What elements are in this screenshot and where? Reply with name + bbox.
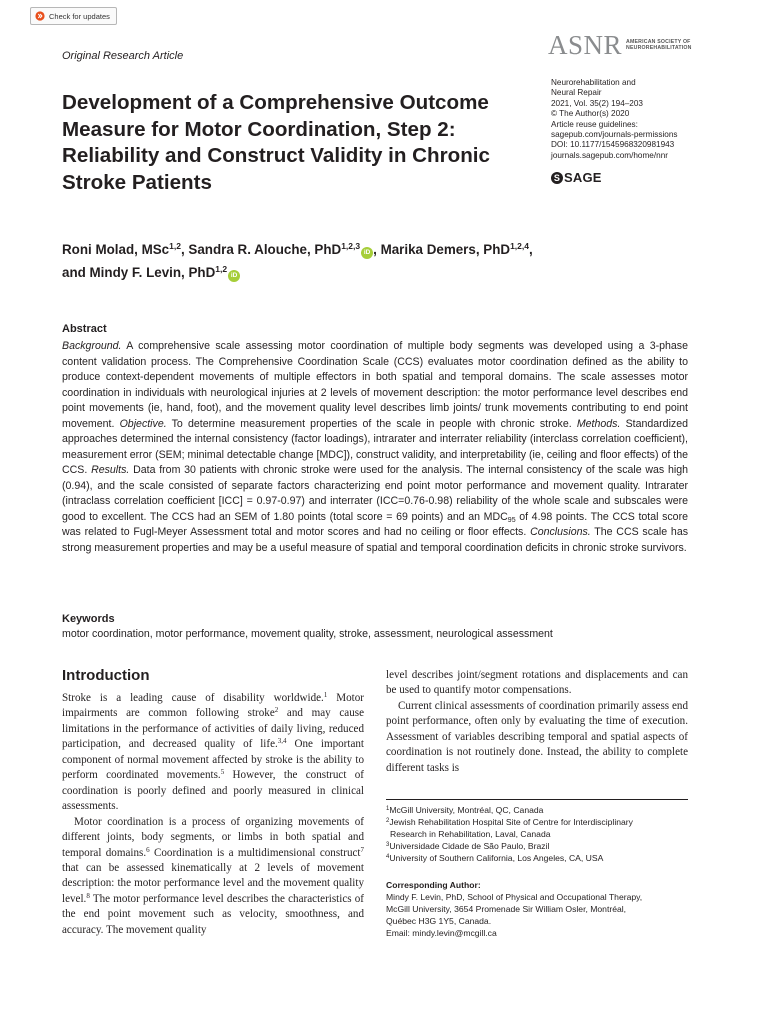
abstract-results-cont: of 4.98 points. The CCS total score was related to Fugl-Meyer Assessment total and motor scores and had no ceiling or floor effects.: [62, 510, 688, 538]
citation-reference[interactable]: 3,4: [277, 737, 287, 746]
citation-reference[interactable]: 7: [360, 845, 364, 854]
affiliation-text: Universidade Cidade de São Paulo, Brazil: [389, 841, 550, 852]
author: [62, 265, 240, 280]
body-text: Current clinical assessments of coordination primarily assess end point performance, often only by evaluating the time of execution. Assessment of variables describing temporal and spatial aspects of coordination is not routinely done. Instead, the ability to complete different tasks is: [386, 699, 688, 774]
sage-logo: [551, 170, 602, 185]
introduction-heading: Introduction: [62, 667, 150, 684]
body-text: Coordination is a multidimensional construct: [149, 846, 361, 859]
author: Roni Molad, MSc$^{1,2}$,: [62, 241, 189, 257]
author-name: Marika Demers, PhD: [380, 242, 511, 257]
affiliation-number: 2: [386, 818, 390, 825]
journal-link[interactable]: sagepub.com/journals-permissions: [551, 130, 678, 140]
citation-reference[interactable]: 1: [323, 691, 328, 699]
keywords-heading: Keywords: [62, 613, 115, 625]
body-paragraph: [386, 699, 688, 776]
asnr-logo-line-2: NEUROREHABILITATION: [626, 45, 692, 51]
asnr-logo-subtitle: [626, 39, 692, 51]
affiliations: [386, 804, 688, 864]
author-list: [62, 238, 682, 284]
abstract-results-label: Results.: [91, 464, 130, 476]
author-affiliation-number: 1,2: [215, 264, 228, 274]
affiliation-text: University of Southern California, Los Angeles, CA, USA: [389, 853, 604, 864]
author-affiliation-number: 1,2: [169, 241, 181, 251]
asnr-logo: [548, 30, 692, 60]
abstract-objective-label: Objective.: [119, 417, 167, 430]
corresponding-label: Corresponding Author:: [386, 880, 481, 890]
author-affiliation-number: 1,2,4: [510, 241, 529, 251]
affiliation-item: [386, 804, 688, 816]
abstract-methods-label: Methods.: [576, 417, 621, 430]
article-title: Development of a Comprehensive Outcome Measure for Motor Coordination, Step 2: Reliability and Construct Validity in Chronic Stroke Patients: [62, 91, 490, 194]
journal-link[interactable]: journals.sagepub.com/home/nnr: [551, 150, 668, 160]
orcid-icon[interactable]: iD: [228, 270, 240, 282]
abstract-body: [62, 339, 688, 556]
body-text: Motor coordination is a process of organizing movements of different joints, body segments, or limbs in both spatial and temporal domains.: [62, 815, 364, 859]
affiliation-item: [386, 816, 688, 828]
abstract-results-subscript: 95: [507, 516, 516, 524]
asnr-logo-line-1: AMERICAN SOCIETY OF: [626, 38, 691, 45]
corresponding-line: Québec H3G 1Y5, Canada.: [386, 916, 492, 927]
corresponding-line: McGill University, 3654 Promenade Sir William Osler, Montréal,: [386, 904, 627, 915]
body-text: One important component of normal movement affected by stroke is the ability to perform coordinated movements.: [62, 738, 365, 782]
keywords-list: motor coordination, motor performance, movement quality, stroke, assessment, neurological assessment: [62, 628, 553, 640]
journal-info: [551, 78, 721, 161]
footnote-divider: [386, 799, 688, 800]
citation-reference[interactable]: 6: [146, 845, 150, 854]
affiliation-item: [386, 840, 688, 852]
orcid-icon[interactable]: iD: [361, 247, 373, 259]
body-text: level describes joint/segment rotations and displacements and can be used to quantify motor compensations.: [386, 669, 688, 697]
check-for-updates-label: Check for updates: [49, 11, 110, 21]
journal-line: © The Author(s) 2020: [551, 109, 630, 119]
author-name: Roni Molad, MSc: [62, 242, 170, 257]
article-type: Original Research Article: [62, 50, 184, 62]
corresponding-author: [386, 879, 688, 939]
abstract-background-label: Background.: [62, 340, 122, 352]
author-name: and Mindy F. Levin, PhD: [62, 265, 216, 280]
abstract-conclusions-label: Conclusions.: [530, 526, 591, 538]
corresponding-line: Mindy F. Levin, PhD, School of Physical and Occupational Therapy,: [386, 892, 643, 903]
body-text: Stroke is a leading cause of disability worldwide.: [62, 692, 324, 704]
abstract-conclusions: The CCS scale has strong measurement properties and may be a useful measure of spatial and temporal coordination deficits in chronic stroke survivors.: [62, 526, 689, 554]
journal-line: Neural Repair: [551, 88, 602, 98]
journal-doi[interactable]: DOI: 10.1177/1545968320981943: [551, 140, 675, 150]
citation-reference[interactable]: 5: [220, 768, 225, 777]
body-paragraph: [62, 815, 364, 939]
citation-reference[interactable]: 2: [274, 706, 279, 715]
journal-line: 2021, Vol. 35(2) 194–203: [551, 98, 643, 108]
affiliation-item: [386, 852, 688, 864]
body-text: Motor impairments are common following stroke: [62, 692, 364, 720]
body-text: The motor performance level describes the characteristics of the end point movement such as velocity, smoothness, and accuracy. The movement quality: [62, 892, 364, 936]
body-paragraph: [386, 668, 688, 699]
author: Sandra R. Alouche, PhD$^{1,2,3}$iD ,: [188, 241, 381, 257]
body-text: that can be assessed kinematically at 2 levels of movement description: the motor performance level and the movement quality level.: [62, 861, 364, 905]
body-left-column: [62, 691, 364, 938]
sage-logo-text: SAGE: [564, 170, 602, 185]
author-name: Sandra R. Alouche, PhD: [188, 242, 342, 257]
affiliation-continuation: Research in Rehabilitation, Laval, Canada: [390, 829, 551, 840]
affiliation-number: 4: [386, 854, 390, 861]
affiliation-number: 3: [386, 842, 390, 849]
body-right-column: [386, 668, 688, 776]
author-affiliation-number: 1,2,3: [341, 241, 361, 251]
body-paragraph: [62, 691, 364, 815]
check-updates-icon: [35, 11, 45, 21]
citation-reference[interactable]: 8: [86, 891, 90, 900]
journal-line: Neurorehabilitation and: [551, 78, 636, 87]
affiliation-text: Jewish Rehabilitation Hospital Site of Centre for Interdisciplinary: [389, 817, 633, 828]
abstract-heading: Abstract: [62, 323, 107, 335]
sage-logo-icon: S: [551, 172, 563, 184]
affiliation-number: 1: [386, 806, 390, 812]
body-text: and may cause limitations in the performance of activities of daily living, reduced participation, and decreased quality of life.: [62, 707, 365, 751]
abstract-methods: Standardized approaches determined the internal consistency (factor loadings), intrarater and interrater reliability (interclass correlation coefficient), measurement error (SEM; minimal detectable change [MDC]), construct validity, and interpretability (ie, ceiling and floor effects) of the CCS.: [62, 417, 689, 476]
author: Marika Demers, PhD$^{1,2,4}$,: [380, 241, 533, 257]
asnr-logo-mark: ASNR: [548, 29, 623, 60]
check-for-updates-button[interactable]: [30, 7, 117, 25]
abstract-objective: To determine measurement properties of the scale in people with chronic stroke.: [166, 417, 577, 430]
body-text: However, the construct of coordination is poorly defined and poorly measured in clinical assessments.: [62, 769, 365, 813]
journal-line: Article reuse guidelines:: [551, 119, 638, 129]
corresponding-email[interactable]: Email: mindy.levin@mcgill.ca: [386, 928, 497, 939]
affiliation-text: McGill University, Montréal, QC, Canada: [389, 805, 544, 815]
abstract-background: A comprehensive scale assessing motor coordination of multiple body segments was developed using a 3-phase content validation process. The Comprehensive Coordination Scale (CCS) evaluates motor coordination defined as the ability to produce context-dependent movements of multiple effectors in both spatial and temporal domains. The scale assesses motor coordination in individuals with neurological injuries at 2 levels of movement description: the motor performance level describes end point movements (ie, hand, foot), and the movement quality level describes limb joints/ trunk movements contributing to end point movement.: [62, 340, 688, 430]
abstract-results: Data from 30 patients with chronic stroke were used for the analysis. The internal consistency of the scale was high (0.94), and the scale consisted of separate factors characterizing end point motor performance and movement quality. Intrarater (intraclass correlation coefficient [ICC] = 0.97-0.97) and interrater (ICC=0.76-0.98) reliability of the whole scale and subscales were good to excellent. The CCS had an SEM of 1.80 points (total score = 69 points) and an MDC: [62, 464, 688, 523]
